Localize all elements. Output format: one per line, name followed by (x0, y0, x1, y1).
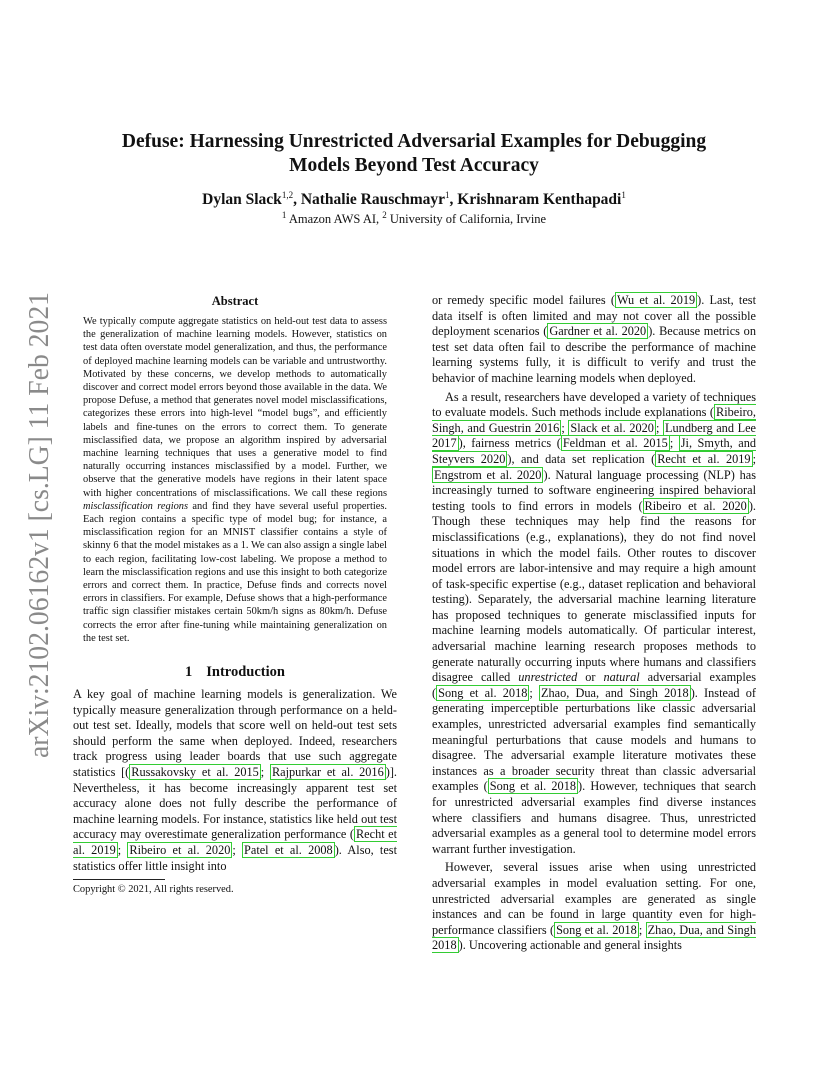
author-name: Dylan Slack (202, 191, 282, 208)
citation-link[interactable]: Patel et al. 2008 (244, 843, 333, 858)
text-run: or (577, 670, 604, 685)
citation-link[interactable]: Feldman et al. 2015 (562, 436, 668, 451)
text-run: ), and data set replication ( (507, 451, 656, 466)
abstract-text-part: We typically compute aggregate statistics on held-out test data to assess the generalization of machine learning models. However, statistics on test data often overstate model generalization, and thus, the performance of deployed machine learning models can be variable and untrustworthy. Motivated by these concerns, we develop methods to automatically discover and correct model errors beyond those available in the data. We propose Defuse, a method that generates novel model misclassifications, categorizes these errors into high-level “model bugs”, and efficiently labels and fine-tunes on the errors to correct them. To generate misclassified data, we propose an algorithm inspired by adversarial machine learning techniques that uses a generative model to find naturally occurring instances misclassified by a model. Further, we observe that the generative models have regions in their latent space with higher concentrations of misclassifications. We call these regions (83, 316, 387, 499)
body-paragraph (432, 293, 756, 387)
citation-link[interactable]: Zhao, Dua, and Singh 2018 (432, 922, 756, 953)
citation-link[interactable]: Rajpurkar et al. 2016 (271, 765, 384, 780)
text-run: ; (117, 843, 128, 858)
footnote-rule (73, 879, 165, 880)
citation-link[interactable]: Song et al. 2018 (489, 779, 576, 794)
citation-link[interactable]: Song et al. 2018 (438, 685, 528, 700)
citation-link[interactable]: Engstrom et al. 2020 (434, 467, 542, 482)
text-run: ; (561, 420, 569, 435)
citation-link[interactable]: Recht et al. 2019 (73, 827, 397, 858)
emphasis: unrestricted (518, 670, 578, 685)
left-column (73, 293, 397, 896)
text-run: ; (529, 685, 539, 700)
text-run: ). Instead of generating imperceptible perturbations like classic adversarial examples, unrestricted adversarial examples find semantically meaningful perturbations that cause models and humans to disagree. The adversarial example literature motivates these instances as a broader security threat than classic adversarial examples ( (432, 685, 756, 794)
text-run: ; (638, 922, 646, 937)
affiliations (90, 211, 738, 227)
citation-link[interactable]: Ribeiro, Singh, and Guestrin 2016 (432, 405, 756, 435)
author-affiliation-mark: 1 (445, 189, 450, 200)
affiliation-name: Amazon AWS AI, (288, 212, 380, 226)
text-run: adversarial examples ( (432, 670, 756, 700)
section-number: 1 (185, 664, 193, 681)
arxiv-stamp-graphic (15, 290, 59, 760)
affiliation-name: University of California, Irvine (389, 212, 547, 226)
text-run: A key goal of machine learning models is generalization. We typically measure generalization through performance on a held-out test set. Ideally, models that score well on held-out test sets should perform the same when deployed. Indeed, researchers track progress using leader boards that use such aggregate statistics [( (73, 687, 397, 780)
text-run: ; (752, 451, 756, 466)
text-run: or remedy specific model failures ( (432, 293, 615, 307)
section-title: Introduction (206, 664, 285, 681)
abstract-text-part: and find they have several useful properties. Each region contains a specific type of model bug; for instance, a misclassification region for an MNIST classifier contains a style of skinny 6 that the model mistakes as a 1. We can also assign a single label to each region, facilitating low-cost labeling. We propose a method to learn the misclassification regions and use this insight to both categorize errors and correct them. In practice, Defuse finds and corrects novel errors in classifiers. For example, Defuse shows that a high-performance traffic sign classifier mistakes certain 50km/h signs as 80km/h. Defuse corrects the error after fine-tuning while maintaining generalization on the test set. (83, 500, 387, 644)
section-heading-introduction (73, 663, 397, 681)
text-run: ; (669, 436, 679, 451)
paper-title: Defuse: Harnessing Unrestricted Adversarial Examples for Debugging Models Beyond Test Accuracy (121, 131, 707, 176)
text-run: ; (655, 420, 664, 435)
author-affiliation-mark: 1 (621, 189, 626, 200)
right-column (432, 293, 756, 954)
author-name: Nathalie Rauschmayr (300, 191, 446, 208)
intro-paragraph (73, 687, 397, 874)
citation-link[interactable]: Ribeiro et al. 2020 (129, 843, 231, 858)
citation-link[interactable]: Recht et al. 2019 (657, 451, 751, 466)
author-affiliation-mark: 1,2 (281, 189, 294, 200)
text-run: ). However, techniques that search for unrestricted adversarial examples find diverse instances where classifiers and humans disagree. Thus, unrestricted adversarial examples as a general tool to determine model errors warrant further investigation. (432, 779, 756, 856)
text-run: ). Natural language processing (NLP) has increasingly turned to software engineering inspired behavioral testing tools to find errors in models ( (432, 467, 757, 513)
abstract-text (83, 315, 387, 645)
text-run: ; (232, 843, 243, 858)
arxiv-identifier-stamp (15, 290, 59, 760)
author-name: Krishnaram Kenthapadi (457, 191, 622, 208)
text-run: ). Because metrics on test set data often fail to describe the performance of machine learning systems fully, it is difficult to verify and trust the behavior of machine learning models when deployed. (432, 324, 756, 385)
citation-link[interactable]: Ji, Smyth, and Steyvers 2020 (432, 436, 756, 466)
author-list: Dylan Slack$^{1,2}$, Nathalie Rauschmayr$^1$, Krishnaram Kenthapadi$^1$ (202, 189, 626, 208)
citation-link[interactable]: Russakovsky et al. 2015 (131, 765, 259, 780)
body-paragraph (432, 860, 756, 954)
affiliation-mark: 2 (382, 209, 387, 220)
citation-link[interactable]: Wu et al. 2019 (616, 293, 696, 307)
text-run: ). Uncovering actionable and general insights (458, 938, 682, 953)
body-paragraph (432, 390, 756, 858)
text-run: ), fairness metrics ( (458, 436, 561, 451)
citation-link[interactable]: Zhao, Dua, and Singh 2018 (540, 685, 689, 700)
text-run: As a result, researchers have developed a variety of techniques to evaluate models. Such methods include explanations ( (432, 389, 756, 420)
citation-link[interactable]: Lundberg and Lee 2017 (432, 420, 757, 451)
abstract-emphasis: misclassification regions (83, 500, 189, 512)
arxiv-stamp-text: arXiv:2102.06162v1 [cs.LG] 11 Feb 2021 (23, 290, 55, 758)
text-run: )]. Nevertheless, it has become increasingly apparent test set accuracy alone does not fully describe the performance of machine learning models. For instance, statistics like held out test accuracy may overestimate generalization performance ( (73, 765, 397, 842)
text-run: However, several issues arise when using unrestricted adversarial examples in model evaluation setting. For one, unrestricted adversarial examples are generated as single instances and can be found in large quantity even for high-performance classifiers ( (432, 860, 756, 937)
text-run: ). Last, test data itself is often limited and may not cover all the possible deployment scenarios ( (432, 293, 756, 339)
text-run: ). Though these techniques may help find the reasons for misclassifications (e.g., explanations), they do not find novel situations in which the model fails. Other routes to discover model errors are labor-intensive and may require a high amount of task-specific expertise (e.g., dataset replication and behavioral testing). Separately, the adversarial machine learning literature has proposed techniques to generate misclassified inputs for machine learning models automatically. Of particular interest, adversarial machine learning research proposes methods to generate naturally occurring inputs where humans and classifiers disagree called (432, 498, 756, 685)
text-run: ). Also, test statistics offer little insight into (73, 843, 397, 873)
citation-link[interactable]: Ribeiro et al. 2020 (644, 498, 747, 513)
abstract-heading: Abstract (211, 294, 259, 308)
emphasis: natural (603, 670, 640, 685)
affiliation-mark: 1 (281, 209, 287, 220)
copyright-notice: Copyright © 2021, All rights reserved. (73, 884, 234, 896)
citation-link[interactable]: Gardner et al. 2020 (549, 324, 647, 339)
citation-link[interactable]: Song et al. 2018 (556, 922, 637, 937)
citation-link[interactable]: Slack et al. 2020 (570, 420, 654, 435)
text-run: ; (260, 765, 270, 780)
